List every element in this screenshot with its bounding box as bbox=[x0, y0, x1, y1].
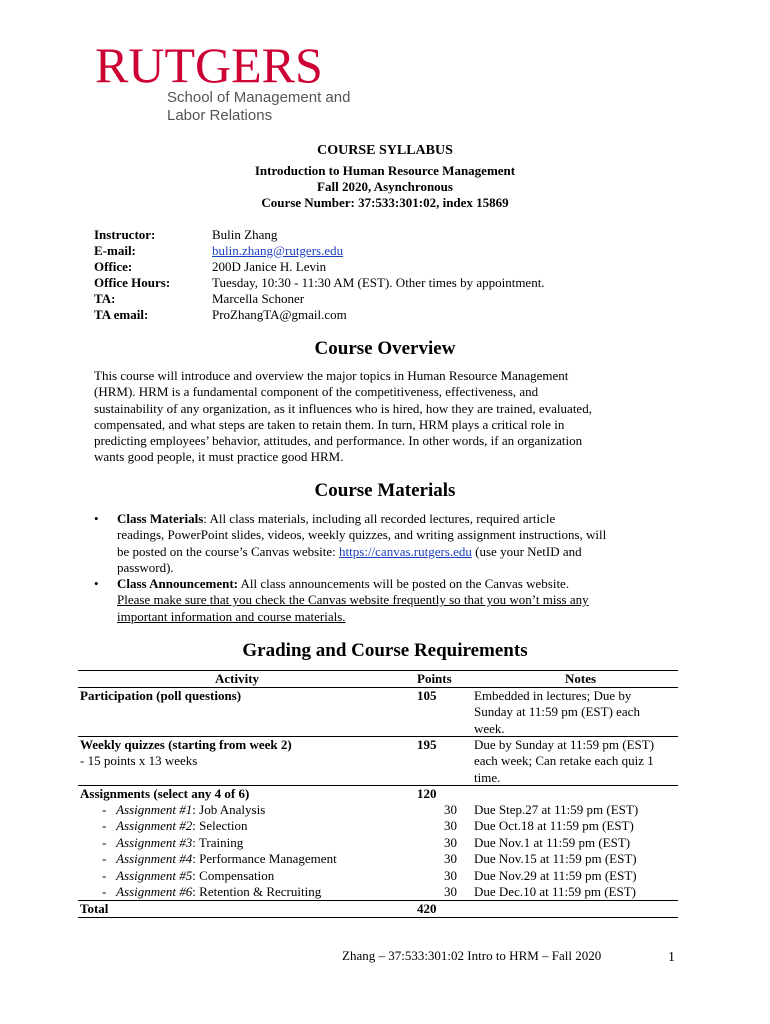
overview-line: (HRM). HRM is a fundamental component of the competitiveness, effectiveness, and bbox=[94, 384, 539, 400]
notes-line: week. bbox=[474, 720, 505, 736]
office-value: 200D Janice H. Levin bbox=[212, 259, 327, 274]
assignment-name: Assignment #3 bbox=[116, 835, 193, 850]
assignment-due: Due Step.27 at 11:59 pm (EST) bbox=[474, 802, 639, 817]
office-hours-value: Tuesday, 10:30 - 11:30 AM (EST). Other times by appointment. bbox=[212, 275, 545, 290]
class-materials-label: Class Materials bbox=[117, 511, 204, 526]
course-name: Introduction to Human Resource Management bbox=[254, 163, 516, 178]
syllabus-title: COURSE SYLLABUS bbox=[317, 143, 453, 158]
office-label: Office: bbox=[94, 259, 133, 274]
participation-points: 105 bbox=[417, 688, 437, 703]
table-bottom-border bbox=[78, 917, 678, 918]
assignment-topic: : Job Analysis bbox=[192, 802, 266, 817]
assignment-name: Assignment #2 bbox=[116, 818, 193, 833]
assignment-row: - Assignment #4: Performance Management bbox=[102, 851, 337, 866]
assignment-points: 30 bbox=[444, 802, 457, 817]
class-announcement-label: Class Announcement: bbox=[117, 576, 238, 591]
assignment-row: - Assignment #2: Selection bbox=[102, 818, 248, 833]
course-term: Fall 2020, Asynchronous bbox=[317, 179, 453, 194]
assignment-topic: : Compensation bbox=[192, 868, 275, 883]
assignments-points: 120 bbox=[417, 786, 437, 801]
notes-line: Due by Sunday at 11:59 pm (EST) bbox=[474, 737, 655, 752]
assignment-name: Assignment #5 bbox=[116, 868, 193, 883]
assignment-row: - Assignment #1: Job Analysis bbox=[102, 802, 266, 817]
assignment-topic: : Retention & Recruiting bbox=[192, 884, 322, 899]
assignment-topic: : Performance Management bbox=[192, 851, 337, 866]
assignment-points: 30 bbox=[444, 835, 457, 850]
assignment-due: Due Oct.18 at 11:59 pm (EST) bbox=[474, 818, 634, 833]
overview-line: sustainability of any organization, as it influences who is hired, how they are trained, evaluated, bbox=[94, 400, 592, 416]
assignment-points: 30 bbox=[444, 868, 457, 883]
assignment-name: Assignment #1 bbox=[116, 802, 193, 817]
materials-text: : All class materials, including all recorded lectures, required article bbox=[203, 511, 556, 526]
assignment-name: Assignment #4 bbox=[116, 851, 193, 866]
materials-text: be posted on the course’s Canvas website: bbox=[117, 543, 340, 559]
ta-email-value: ProZhangTA@gmail.com bbox=[212, 307, 347, 322]
notes-line: Embedded in lectures; Due by bbox=[474, 688, 632, 703]
ta-email-label: TA email: bbox=[94, 307, 149, 322]
announcement-text: All class announcements will be posted on the Canvas website. bbox=[238, 576, 570, 591]
assignment-topic: : Selection bbox=[192, 818, 248, 833]
overview-line: This course will introduce and overview the major topics in Human Resource Management bbox=[94, 368, 569, 383]
rutgers-logo bbox=[95, 37, 395, 130]
total-label: Total bbox=[80, 901, 109, 916]
class-materials-item bbox=[117, 511, 672, 576]
announcement-text: important information and course materials. bbox=[117, 608, 346, 624]
page-footer: Zhang – 37:533:301:02 Intro to HRM – Fall 2020 bbox=[342, 948, 602, 963]
assignment-points: 30 bbox=[444, 851, 457, 866]
instructor-value: Bulin Zhang bbox=[212, 227, 278, 242]
assignment-due: Due Nov.1 at 11:59 pm (EST) bbox=[474, 835, 631, 850]
assignment-points: 30 bbox=[444, 884, 457, 899]
email-link[interactable]: bulin.zhang@rutgers.edu bbox=[212, 243, 344, 258]
overview-line: compensated, and what steps are taken to retain them. In turn, HRM plays a critical role in bbox=[94, 416, 565, 432]
col-points-header: Points bbox=[417, 671, 452, 686]
row-divider bbox=[78, 900, 678, 901]
assignment-row: - Assignment #6: Retention & Recruiting bbox=[102, 884, 322, 899]
notes-line: Sunday at 11:59 pm (EST) each bbox=[474, 704, 640, 720]
assignment-row: - Assignment #3: Training bbox=[102, 835, 244, 850]
logo-subtitle-line2: Labor Relations bbox=[167, 107, 273, 124]
course-materials-heading: Course Materials bbox=[314, 480, 456, 501]
office-hours-label: Office Hours: bbox=[94, 275, 171, 290]
logo-wordmark: RUTGERS bbox=[95, 37, 323, 93]
bullet-icon: • bbox=[94, 511, 99, 526]
notes-line: time. bbox=[474, 769, 501, 785]
page-number: 1 bbox=[668, 950, 675, 965]
assignment-due: Due Dec.10 at 11:59 pm (EST) bbox=[474, 884, 636, 899]
overview-line: predicting employees’ behavior, attitudes, and performance. In other words, if an organization bbox=[94, 433, 583, 449]
grading-heading: Grading and Course Requirements bbox=[242, 640, 528, 661]
quizzes-notes bbox=[474, 737, 654, 786]
instructor-label: Instructor: bbox=[94, 227, 156, 242]
ta-value: Marcella Schoner bbox=[212, 291, 305, 306]
class-announcement-item bbox=[117, 576, 672, 625]
materials-text: password). bbox=[117, 559, 174, 575]
assignment-due: Due Nov.29 at 11:59 pm (EST) bbox=[474, 868, 637, 883]
ta-label: TA: bbox=[94, 291, 116, 306]
participation-notes bbox=[474, 688, 640, 737]
course-overview-text bbox=[94, 368, 654, 466]
assignment-points: 30 bbox=[444, 818, 457, 833]
col-notes-header: Notes bbox=[565, 671, 597, 686]
col-activity-header: Activity bbox=[215, 671, 260, 686]
assignment-name: Assignment #6 bbox=[116, 884, 193, 899]
assignment-topic: : Training bbox=[192, 835, 244, 850]
assignment-row: - Assignment #5: Compensation bbox=[102, 868, 275, 883]
email-label: E-mail: bbox=[94, 243, 136, 258]
quizzes-activity: Weekly quizzes (starting from week 2) bbox=[80, 737, 292, 752]
canvas-link[interactable]: https://canvas.rutgers.edu bbox=[339, 543, 472, 559]
materials-text: readings, PowerPoint slides, videos, weekly quizzes, and writing assignment instructions, will bbox=[117, 527, 607, 543]
participation-activity: Participation (poll questions) bbox=[80, 688, 242, 703]
quizzes-sub: - 15 points x 13 weeks bbox=[80, 753, 198, 768]
materials-text: (use your NetID and bbox=[471, 543, 582, 559]
course-overview-heading: Course Overview bbox=[314, 338, 456, 359]
assignments-activity: Assignments (select any 4 of 6) bbox=[80, 786, 250, 801]
overview-line: wants good people, it must practice good HRM. bbox=[94, 449, 344, 465]
bullet-icon: • bbox=[94, 576, 99, 591]
assignment-due: Due Nov.15 at 11:59 pm (EST) bbox=[474, 851, 637, 866]
logo-subtitle-line1: School of Management and bbox=[167, 89, 351, 106]
course-number: Course Number: 37:533:301:02, index 15869 bbox=[261, 195, 509, 210]
total-points: 420 bbox=[417, 901, 437, 916]
announcement-text: Please make sure that you check the Canvas website frequently so that you won’t miss any bbox=[117, 592, 589, 608]
quizzes-points: 195 bbox=[417, 737, 437, 752]
notes-line: each week; Can retake each quiz 1 bbox=[474, 753, 654, 769]
